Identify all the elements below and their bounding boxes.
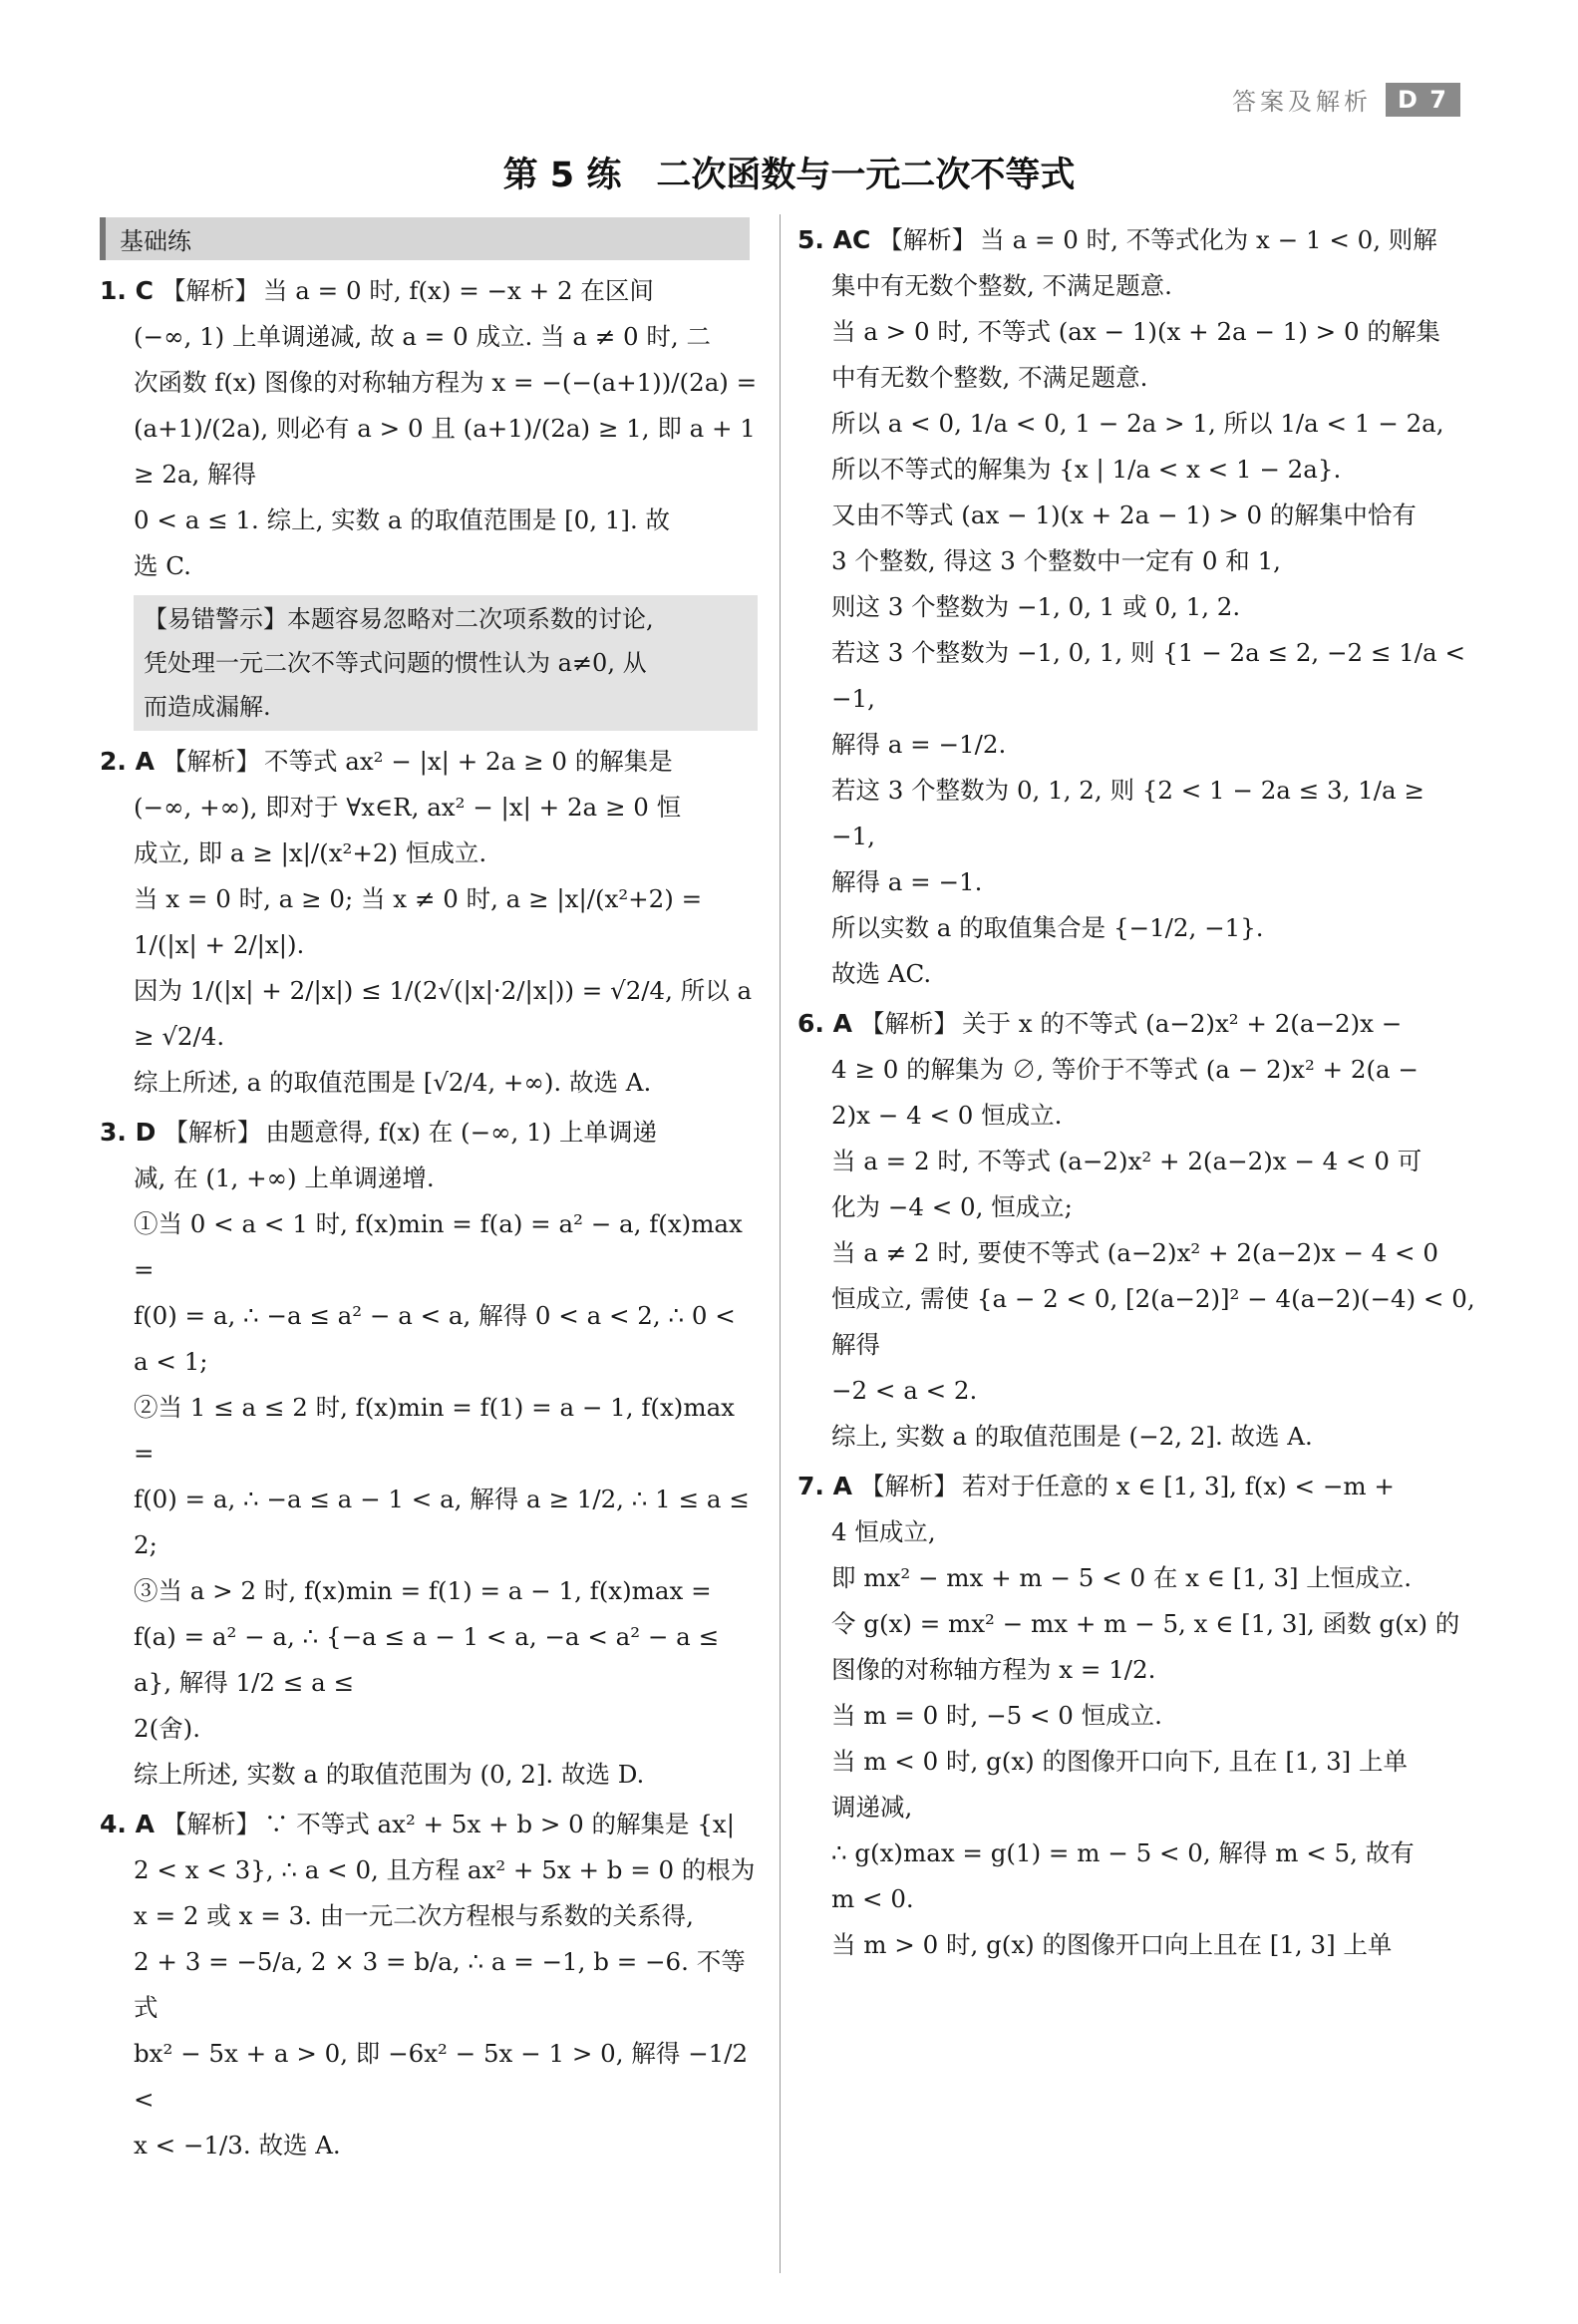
solution-line: 因为 1/(|x| + 2/|x|) ≤ 1/(2√(|x|·2/|x|)) = √2/4, 所以 a ≥ √2/4. [134, 976, 753, 1051]
solution-line: 当 m > 0 时, g(x) 的图像开口向上且在 [1, 3] 上单 [831, 1930, 1393, 1959]
solution-line: ③当 a > 2 时, f(x)min = f(1) = a − 1, f(x)max = [134, 1576, 712, 1605]
page-header [1232, 82, 1460, 117]
problem-number: 7. A [797, 1472, 852, 1500]
solution-line: f(0) = a, ∴ −a ≤ a² − a < a, 解得 0 < a < 2, ∴ 0 < [134, 1301, 736, 1330]
solution-line: 则这 3 个整数为 −1, 0, 1 或 0, 1, 2. [831, 592, 1241, 621]
solution-line: 综上所述, a 的取值范围是 [√2/4, +∞). 故选 A. [134, 1068, 652, 1097]
solution-line: (−∞, 1) 上单调递减, 故 a = 0 成立. 当 a ≠ 0 时, 二 [134, 322, 711, 351]
solution-line: 6. A 【解析】 关于 x 的不等式 (a−2)x² + 2(a−2)x − [797, 1009, 1403, 1038]
solution-line: bx² − 5x + a > 0, 即 −6x² − 5x − 1 > 0, 解得 −1/2 < [134, 2039, 749, 2114]
problem-left-0 [100, 268, 758, 731]
solution-line: 当 a = 2 时, 不等式 (a−2)x² + 2(a−2)x − 4 < 0 可 [831, 1147, 1422, 1175]
problem-number: 3. D [100, 1118, 157, 1147]
solution-line: 4 ≥ 0 的解集为 ∅, 等价于不等式 (a − 2)x² + 2(a − [831, 1055, 1419, 1084]
solution-line: 2 < x < 3}, ∴ a < 0, 且方程 ax² + 5x + b = 0 的根为 [134, 1855, 756, 1884]
solution-line: 7. A 【解析】 若对于任意的 x ∈ [1, 3], f(x) < −m + [797, 1472, 1395, 1500]
solution-line: 1. C 【解析】 当 a = 0 时, f(x) = −x + 2 在区间 [100, 276, 654, 305]
solution-line: 若这 3 个整数为 −1, 0, 1, 则 {1 − 2a ≤ 2, −2 ≤ 1/a < −1, [831, 638, 1465, 713]
problem-right-1 [797, 1001, 1475, 1460]
solution-line: 解得 a = −1. [831, 867, 983, 896]
section-name: 答案及解析 [1232, 88, 1373, 116]
problem-number: 4. A [100, 1810, 155, 1838]
solution-line: 调递减, [831, 1793, 913, 1822]
solution-line: f(0) = a, ∴ −a ≤ a − 1 < a, 解得 a ≥ 1/2, ∴ 1 ≤ a ≤ 2; [134, 1485, 750, 1559]
left-problems [100, 268, 758, 2168]
problem-number: 2. A [100, 747, 155, 776]
solution-line: 选 C. [134, 551, 191, 580]
problem-right-0 [797, 217, 1475, 997]
right-column [797, 217, 1475, 1972]
warning-line: 而造成漏解. [144, 693, 271, 721]
section-label: 基础练 [100, 217, 750, 260]
solution-line: 5. AC 【解析】 当 a = 0 时, 不等式化为 x − 1 < 0, 则解 [797, 225, 1437, 254]
analysis-tag: 【解析】 [163, 1118, 262, 1147]
solution-line: 4 恒成立, [831, 1517, 936, 1546]
right-problems [797, 217, 1475, 1968]
solution-line: 当 a > 0 时, 不等式 (ax − 1)(x + 2a − 1) > 0 的解集 [831, 317, 1440, 346]
solution-line: 恒成立, 需使 {a − 2 < 0, [2(a−2)]² − 4(a−2)(−4) < 0, 解得 [831, 1284, 1475, 1359]
solution-line: 当 m = 0 时, −5 < 0 恒成立. [831, 1701, 1162, 1730]
solution-line: 3 个整数, 得这 3 个整数中一定有 0 和 1, [831, 546, 1281, 575]
problem-left-2 [100, 1110, 758, 1798]
column-divider [780, 214, 781, 2273]
problem-number: 1. C [100, 276, 154, 305]
problem-left-1 [100, 739, 758, 1106]
solution-line: 故选 AC. [831, 959, 932, 988]
page-title: 第 5 练 二次函数与一元二次不等式 [502, 156, 1076, 195]
solution-line: 所以不等式的解集为 {x | 1/a < x < 1 − 2a}. [831, 455, 1342, 484]
problem-number: 5. AC [797, 225, 871, 254]
solution-line: 2(舍). [134, 1714, 200, 1743]
problem-number: 6. A [797, 1009, 852, 1038]
solution-line: −2 < a < 2. [831, 1376, 978, 1405]
analysis-tag: 【解析】 [161, 747, 260, 776]
solution-line: 2 + 3 = −5/a, 2 × 3 = b/a, ∴ a = −1, b = −6. 不等式 [134, 1947, 746, 2022]
solution-line: 减, 在 (1, +∞) 上单调递增. [134, 1163, 435, 1192]
analysis-tag: 【解析】 [859, 1009, 958, 1038]
solution-line: 中有无数个整数, 不满足题意. [831, 363, 1148, 392]
solution-line: 4. A 【解析】 ∵ 不等式 ax² + 5x + b > 0 的解集是 {x| [100, 1810, 735, 1838]
solution-line: 0 < a ≤ 1. 综上, 实数 a 的取值范围是 [0, 1]. 故 [134, 505, 671, 534]
analysis-tag: 【解析】 [161, 1810, 260, 1838]
solution-line: 成立, 即 a ≥ |x|/(x²+2) 恒成立. [134, 838, 487, 867]
page-number: D 7 [1386, 83, 1460, 117]
solution-line: 又由不等式 (ax − 1)(x + 2a − 1) > 0 的解集中恰有 [831, 500, 1417, 529]
solution-line: 当 a ≠ 2 时, 要使不等式 (a−2)x² + 2(a−2)x − 4 < 0 [831, 1238, 1438, 1267]
problem-left-3 [100, 1802, 758, 2168]
solution-line: x < −1/3. 故选 A. [134, 2131, 341, 2159]
solution-line: ②当 1 ≤ a ≤ 2 时, f(x)min = f(1) = a − 1, f(x)max = [134, 1393, 736, 1468]
warning-line: 【易错警示】本题容易忽略对二次项系数的讨论, [144, 605, 654, 633]
solution-line: 综上, 实数 a 的取值范围是 (−2, 2]. 故选 A. [831, 1422, 1313, 1451]
error-warning-box [134, 595, 758, 731]
solution-line: ∴ g(x)max = g(1) = m − 5 < 0, 解得 m < 5, 故有 [831, 1838, 1415, 1867]
solution-line: 若这 3 个整数为 0, 1, 2, 则 {2 < 1 − 2a ≤ 3, 1/a ≥ −1, [831, 776, 1424, 850]
solution-line: 集中有无数个整数, 不满足题意. [831, 271, 1172, 300]
warning-line: 凭处理一元二次不等式问题的惯性认为 a≠0, 从 [144, 649, 647, 677]
solution-line: m < 0. [831, 1884, 914, 1913]
solution-line: 图像的对称轴方程为 x = 1/2. [831, 1655, 1156, 1684]
solution-line: 所以实数 a 的取值集合是 {−1/2, −1}. [831, 913, 1264, 942]
solution-line: 2. A 【解析】 不等式 ax² − |x| + 2a ≥ 0 的解集是 [100, 747, 673, 776]
solution-line: (−∞, +∞), 即对于 ∀x∈R, ax² − |x| + 2a ≥ 0 恒 [134, 793, 682, 822]
solution-line: 当 m < 0 时, g(x) 的图像开口向下, 且在 [1, 3] 上单 [831, 1747, 1408, 1776]
solution-line: 2)x − 4 < 0 恒成立. [831, 1101, 1063, 1130]
solution-line: x = 2 或 x = 3. 由一元二次方程根与系数的关系得, [134, 1901, 694, 1930]
solution-line: 即 mx² − mx + m − 5 < 0 在 x ∈ [1, 3] 上恒成立. [831, 1563, 1413, 1592]
solution-line: f(a) = a² − a, ∴ {−a ≤ a − 1 < a, −a < a² − a ≤ a}, 解得 1/2 ≤ a ≤ [134, 1622, 720, 1697]
solution-line: 当 x = 0 时, a ≥ 0; 当 x ≠ 0 时, a ≥ |x|/(x²+2) = 1/(|x| + 2/|x|). [134, 884, 703, 959]
solution-line: 令 g(x) = mx² − mx + m − 5, x ∈ [1, 3], 函数 g(x) 的 [831, 1609, 1460, 1638]
analysis-tag: 【解析】 [859, 1472, 958, 1500]
solution-line: a < 1; [134, 1347, 208, 1376]
left-column [100, 217, 758, 2172]
analysis-tag: 【解析】 [160, 276, 259, 305]
solution-line: 3. D 【解析】 由题意得, f(x) 在 (−∞, 1) 上单调递 [100, 1118, 658, 1147]
solution-line: 次函数 f(x) 图像的对称轴方程为 x = −(−(a+1))/(2a) = [134, 368, 758, 397]
solution-line: 所以 a < 0, 1/a < 0, 1 − 2a > 1, 所以 1/a < 1 − 2a, [831, 409, 1444, 438]
solution-line: (a+1)/(2a), 则必有 a > 0 且 (a+1)/(2a) ≥ 1, 即 a + 1 ≥ 2a, 解得 [134, 414, 756, 489]
analysis-tag: 【解析】 [878, 225, 977, 254]
problem-right-2 [797, 1464, 1475, 1968]
solution-line: ①当 0 < a < 1 时, f(x)min = f(a) = a² − a, f(x)max = [134, 1209, 743, 1284]
solution-line: 化为 −4 < 0, 恒成立; [831, 1192, 1073, 1221]
solution-line: 综上所述, 实数 a 的取值范围为 (0, 2]. 故选 D. [134, 1760, 645, 1789]
solution-line: 解得 a = −1/2. [831, 730, 1007, 759]
